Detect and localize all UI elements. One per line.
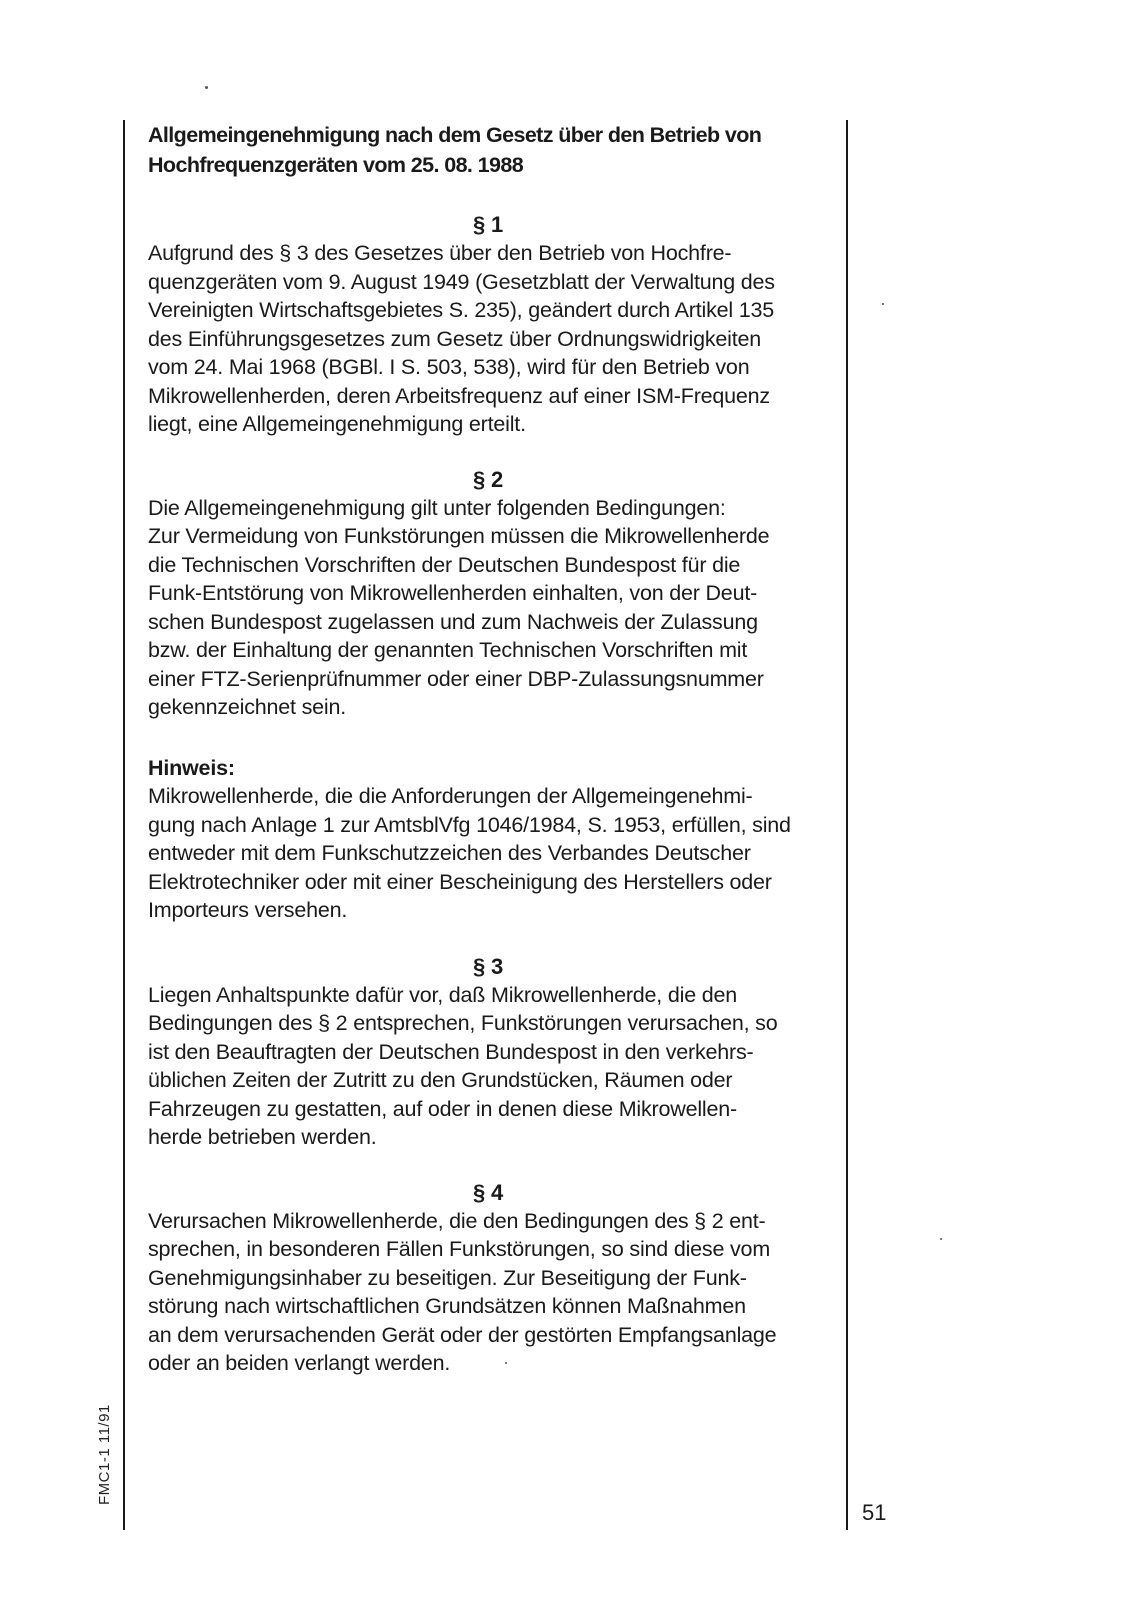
text-line: liegt, eine Allgemeingenehmigung erteilt. — [148, 412, 526, 436]
scan-speck — [882, 303, 884, 305]
text-line: üblichen Zeiten der Zutritt zu den Grundstücken, Räumen oder — [148, 1068, 733, 1092]
section-heading: § 1 — [473, 212, 503, 237]
text-line: Elektrotechniker oder mit einer Bescheinigung des Herstellers oder — [148, 869, 772, 894]
text-line: Bedingungen des § 2 entsprechen, Funkstörungen verursachen, so — [148, 1011, 778, 1035]
text-line: Liegen Anhaltspunkte dafür vor, daß Mikrowellenherde, die den — [148, 982, 737, 1007]
document-code: FMC1-1 11/91 — [96, 1404, 113, 1505]
text-line: einer FTZ-Serienprüfnummer oder einer DBP-Zulassungsnummer — [148, 666, 764, 691]
hinweis-label: Hinweis: — [148, 755, 235, 780]
text-line: Vereinigten Wirtschaftsgebietes S. 235), geändert durch Artikel 135 — [148, 298, 774, 322]
title-line: Hochfrequenzgeräten vom 25. 08. 1988 — [148, 153, 524, 177]
text-line: schen Bundespost zugelassen und zum Nachweis der Zulassung — [148, 609, 758, 634]
scan-speck — [205, 86, 208, 89]
page-number: 51 — [862, 1500, 887, 1525]
text-line: Zur Vermeidung von Funkstörungen müssen die Mikrowellenherde — [148, 524, 770, 548]
text-line: Aufgrund des § 3 des Gesetzes über den Betrieb von Hochfre- — [148, 241, 732, 265]
text-line: Verursachen Mikrowellenherde, die den Bedingungen des § 2 ent- — [148, 1208, 766, 1233]
section-text — [148, 1207, 828, 1378]
section-text — [148, 981, 828, 1152]
text-line: gekennzeichnet sein. — [148, 695, 347, 719]
text-line: sprechen, in besonderen Fällen Funkstörungen, so sind diese vom — [148, 1237, 771, 1261]
left-margin-rule — [123, 120, 125, 1530]
scan-speck — [505, 1362, 507, 1364]
text-line: die Technischen Vorschriften der Deutschen Bundespost für die — [148, 552, 741, 577]
text-line: Importeurs versehen. — [148, 898, 348, 922]
text-line: Fahrzeugen zu gestatten, auf oder in denen diese Mikrowellen- — [148, 1096, 737, 1121]
scan-speck — [940, 1238, 942, 1240]
title-line: Allgemeingenehmigung nach dem Gesetz über den Betrieb von — [148, 123, 762, 147]
text-line: Funk-Entstörung von Mikrowellenherden einhalten, von der Deut- — [148, 581, 758, 605]
section-2 — [148, 466, 828, 722]
section-heading: § 4 — [473, 1179, 503, 1205]
section-text — [148, 494, 828, 722]
text-line: bzw. der Einhaltung der genannten Technischen Vorschriften mit — [148, 638, 748, 662]
hinweis-text — [148, 782, 828, 925]
text-line: gung nach Anlage 1 zur AmtsblVfg 1046/1984, S. 1953, erfüllen, sind — [148, 812, 791, 837]
text-line: entweder mit dem Funkschutzzeichen des Verbandes Deutscher — [148, 841, 751, 865]
text-line: Mikrowellenherden, deren Arbeitsfrequenz auf einer ISM-Frequenz — [148, 383, 770, 408]
text-line: oder an beiden verlangt werden. — [148, 1351, 451, 1375]
text-line: quenzgeräten vom 9. August 1949 (Gesetzblatt der Verwaltung des — [148, 269, 775, 294]
text-line: herde betrieben werden. — [148, 1125, 377, 1149]
hinweis-block — [148, 754, 828, 925]
section-text — [148, 239, 828, 439]
text-line: ist den Beauftragten der Deutschen Bundespost in den verkehrs- — [148, 1039, 754, 1064]
text-line: Genehmigungsinhaber zu beseitigen. Zur Beseitigung der Funk- — [148, 1265, 747, 1290]
section-1 — [148, 211, 828, 439]
text-line: des Einführungsgesetzes zum Gesetz über Ordnungswidrigkeiten — [148, 326, 762, 351]
document-body — [148, 120, 828, 1378]
text-line: vom 24. Mai 1968 (BGBl. I S. 503, 538), wird für den Betrieb von — [148, 355, 750, 379]
section-heading: § 3 — [473, 953, 503, 979]
text-line: Mikrowellenherde, die die Anforderungen der Allgemeingenehmi- — [148, 784, 753, 808]
section-3 — [148, 953, 828, 1152]
text-line: störung nach wirtschaftlichen Grundsätzen können Maßnahmen — [148, 1294, 746, 1318]
section-4 — [148, 1179, 828, 1378]
section-heading: § 2 — [473, 466, 503, 492]
right-margin-rule — [846, 120, 848, 1530]
text-line: an dem verursachenden Gerät oder der gestörten Empfangsanlage — [148, 1322, 777, 1347]
document-title — [148, 120, 828, 180]
text-line: Die Allgemeingenehmigung gilt unter folgenden Bedingungen: — [148, 495, 726, 520]
